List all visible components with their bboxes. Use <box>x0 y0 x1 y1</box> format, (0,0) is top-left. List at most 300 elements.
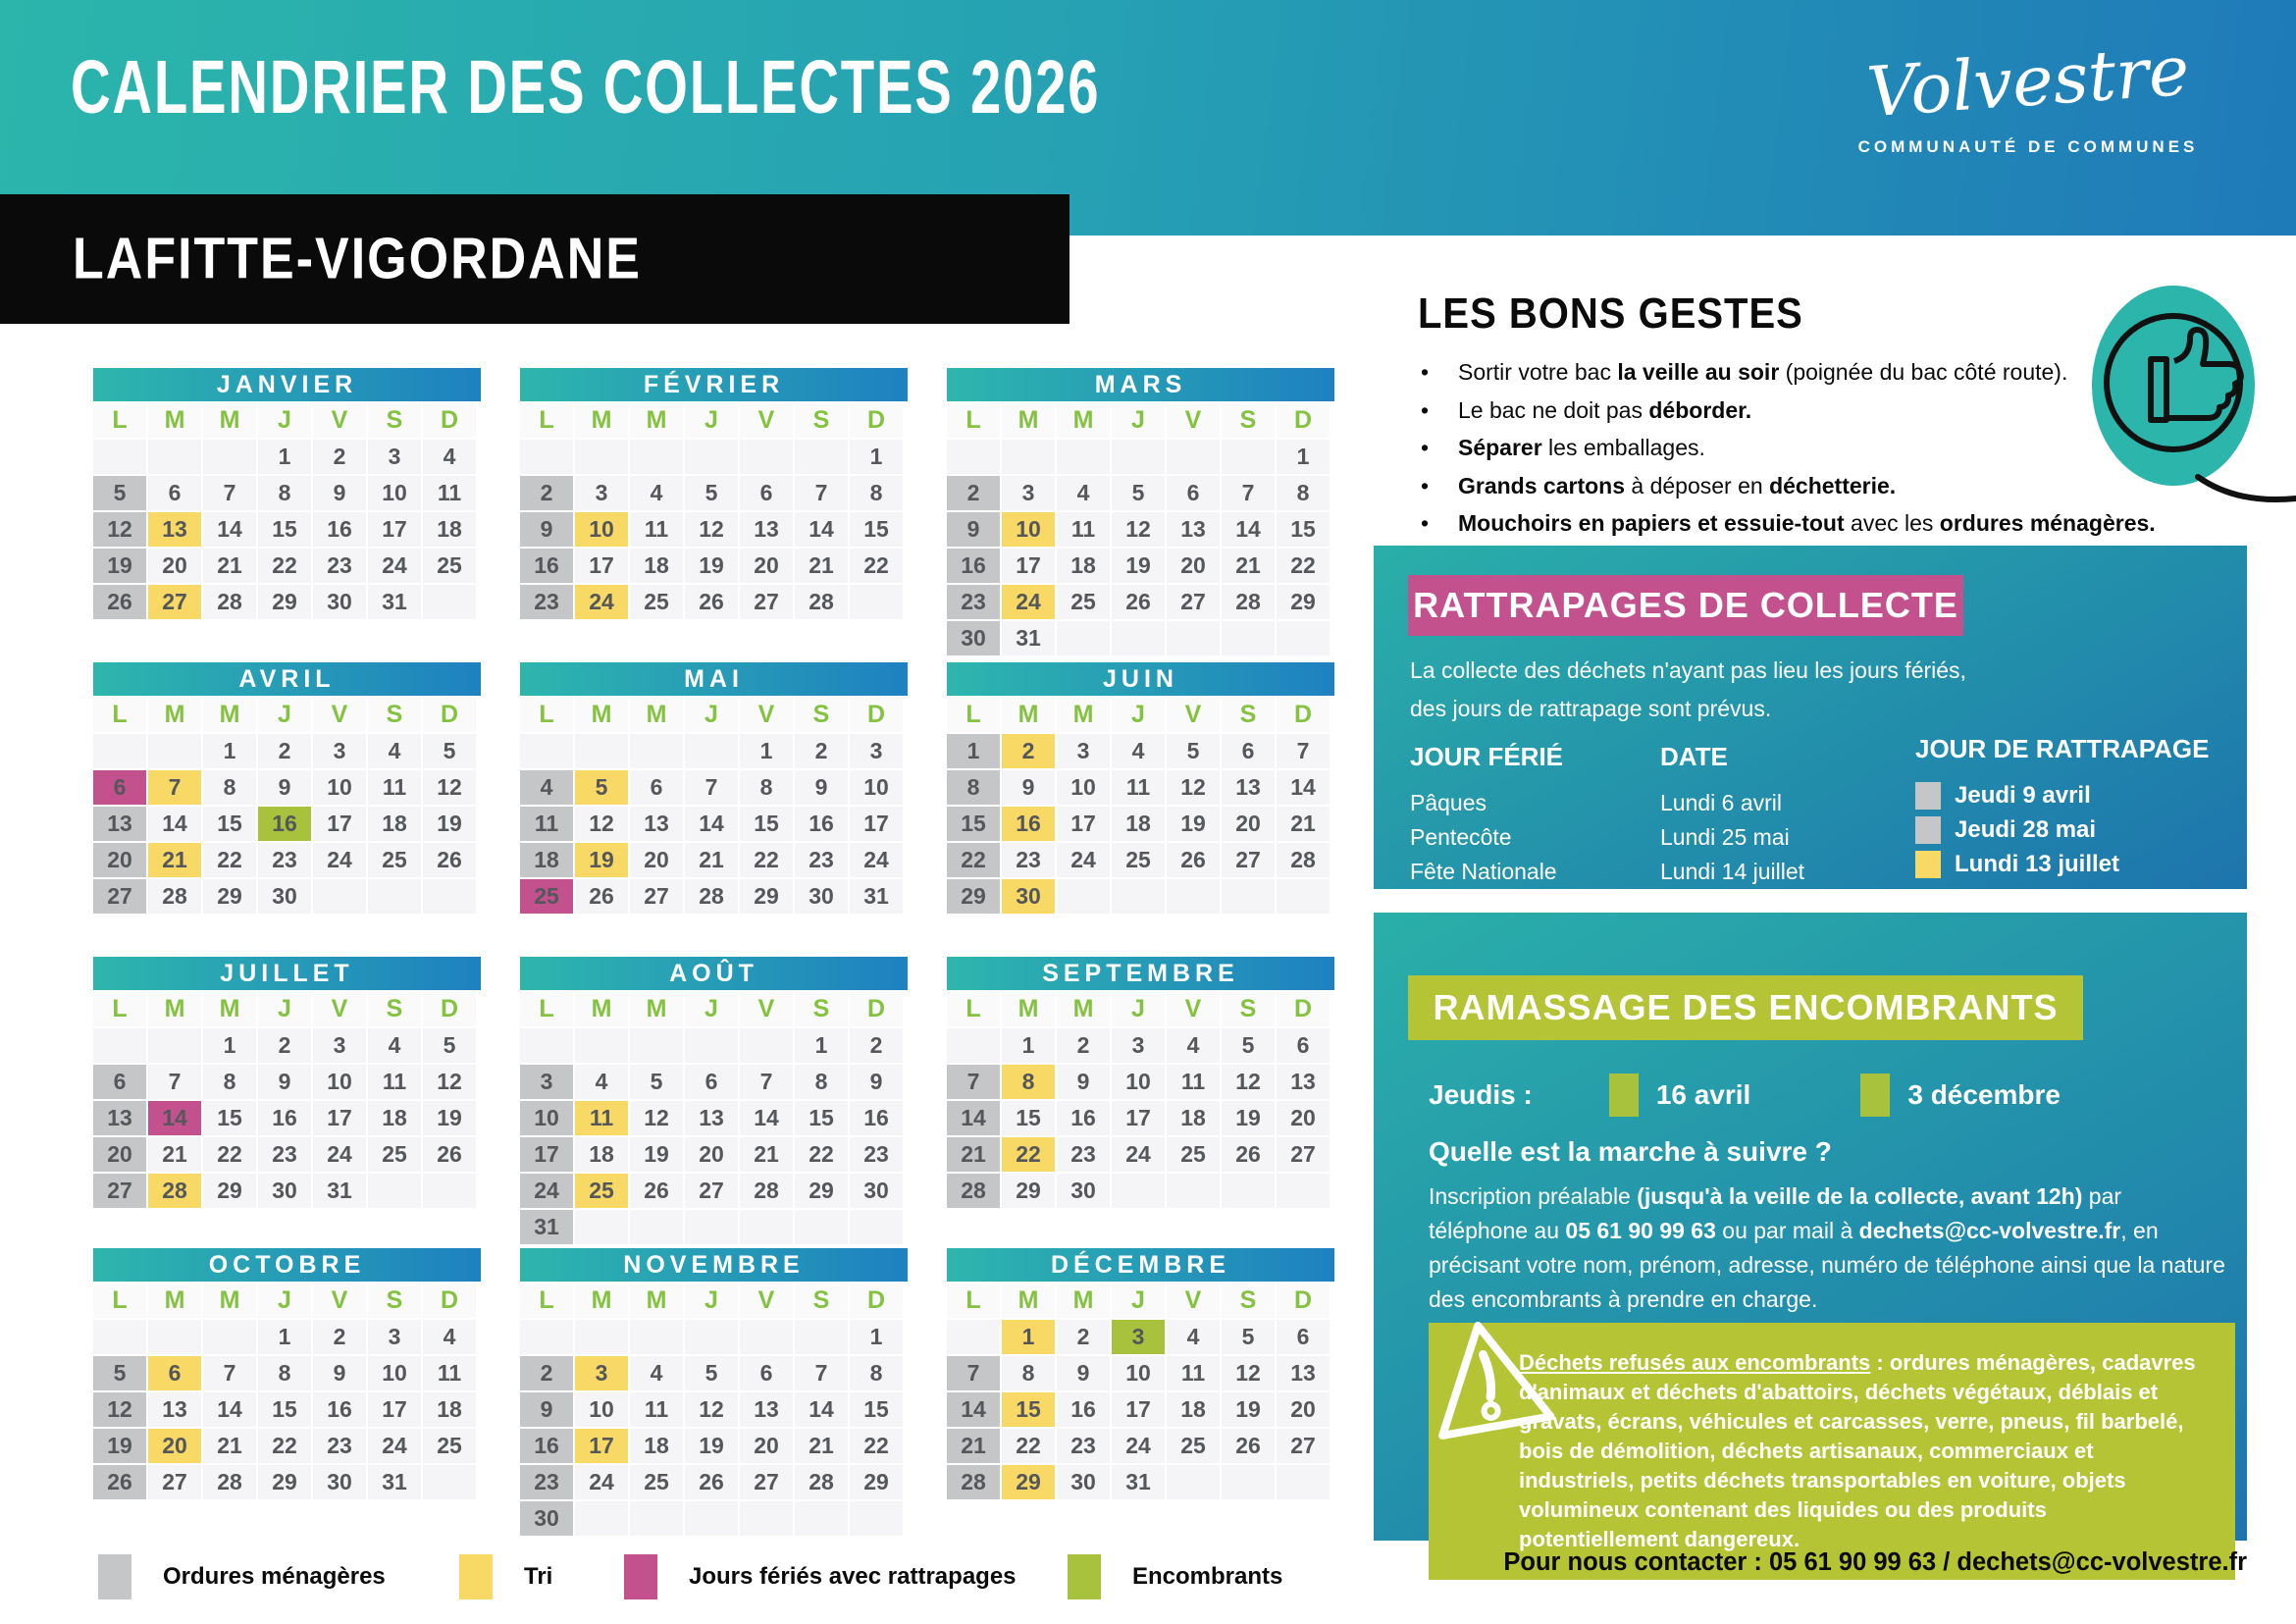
day-cell: 27 <box>1277 1429 1330 1463</box>
rattrapage-row: Jeudi 28 mai <box>1915 812 2210 847</box>
empty-cell <box>1167 440 1220 474</box>
day-cell: 7 <box>203 1356 256 1390</box>
day-cell: 27 <box>740 585 793 619</box>
day-cell: 1 <box>947 734 1000 768</box>
day-cell: 26 <box>630 1174 683 1208</box>
day-cell: 19 <box>1112 549 1165 583</box>
day-cell: 17 <box>1002 549 1055 583</box>
day-cell: 9 <box>795 770 848 805</box>
day-cell: 1 <box>850 440 903 474</box>
day-cell: 15 <box>258 512 311 547</box>
day-cell: 19 <box>93 1429 146 1463</box>
day-cell: 1 <box>258 1320 311 1354</box>
day-cell: 6 <box>1222 734 1275 768</box>
day-cell: 30 <box>520 1501 573 1536</box>
bullet-icon: • <box>1421 510 1430 536</box>
day-cell: 18 <box>1167 1392 1220 1427</box>
empty-cell <box>795 440 848 474</box>
weekday-header: L <box>93 698 146 732</box>
day-cell: 21 <box>1222 549 1275 583</box>
empty-cell <box>630 1028 683 1063</box>
day-cell: 3 <box>1057 734 1110 768</box>
day-cell: 18 <box>1112 807 1165 841</box>
day-cell: 4 <box>630 476 683 510</box>
rattrapages-box <box>1374 546 2247 889</box>
empty-cell <box>203 1320 256 1354</box>
weekday-header: D <box>423 698 476 732</box>
day-cell: 1 <box>740 734 793 768</box>
day-cell: 30 <box>258 879 311 914</box>
day-cell: 27 <box>93 879 146 914</box>
day-cell: 15 <box>1002 1392 1055 1427</box>
day-cell: 10 <box>1002 512 1055 547</box>
weekday-header: V <box>313 992 366 1026</box>
weekday-header: L <box>520 698 573 732</box>
day-cell: 21 <box>148 1137 201 1172</box>
day-cell: 17 <box>313 1101 366 1135</box>
day-cell: 23 <box>947 585 1000 619</box>
month-title: SEPTEMBRE <box>947 957 1334 990</box>
day-cell: 11 <box>1057 512 1110 547</box>
weekday-header: D <box>423 992 476 1026</box>
day-cell: 13 <box>685 1101 738 1135</box>
empty-cell <box>575 734 628 768</box>
day-cell: 19 <box>630 1137 683 1172</box>
day-cell: 9 <box>1057 1356 1110 1390</box>
empty-cell <box>740 1501 793 1536</box>
day-cell: 12 <box>685 1392 738 1427</box>
logo-wordmark: Volvestre <box>1864 29 2192 133</box>
day-cell: 4 <box>575 1065 628 1099</box>
day-cell: 11 <box>368 770 421 805</box>
month-novembre <box>520 1248 908 1536</box>
empty-cell <box>740 1028 793 1063</box>
day-cell: 16 <box>258 1101 311 1135</box>
month-juillet <box>93 957 481 1208</box>
day-cell: 27 <box>685 1174 738 1208</box>
day-cell: 30 <box>1002 879 1055 914</box>
day-cell: 7 <box>947 1356 1000 1390</box>
weekday-header: D <box>1277 698 1330 732</box>
day-cell: 5 <box>685 1356 738 1390</box>
day-cell: 25 <box>368 1137 421 1172</box>
day-cell: 16 <box>850 1101 903 1135</box>
day-cell: 23 <box>520 585 573 619</box>
day-cell: 19 <box>93 549 146 583</box>
empty-cell <box>1112 440 1165 474</box>
legend-item-gray <box>98 1554 386 1599</box>
day-cell: 2 <box>850 1028 903 1063</box>
day-cell: 18 <box>368 807 421 841</box>
bons-gestes-item: • Grands cartons à déposer en déchetterie. <box>1421 467 2216 505</box>
day-cell: 27 <box>1277 1137 1330 1172</box>
empty-cell <box>203 440 256 474</box>
day-cell: 20 <box>93 843 146 877</box>
day-cell: 6 <box>740 476 793 510</box>
weekday-header: J <box>685 403 738 438</box>
day-cell: 3 <box>575 1356 628 1390</box>
weekday-header: V <box>740 1283 793 1318</box>
day-cell: 24 <box>850 843 903 877</box>
day-cell: 22 <box>203 1137 256 1172</box>
day-cell: 3 <box>368 440 421 474</box>
weekday-header: V <box>313 403 366 438</box>
encombrants-procedure: Inscription préalable (jusqu'à la veille de la collecte, avant 12h) par téléphone au 05 61 90 99 63 ou par mail à dechets@cc-volvestre.fr, en précisant votre nom, prénom, adresse, numéro de téléphone ainsi que la nature des encombrants à prendre en charge. <box>1429 1183 2225 1312</box>
day-cell: 27 <box>93 1174 146 1208</box>
day-cell: 22 <box>850 549 903 583</box>
day-cell: 19 <box>1222 1392 1275 1427</box>
month-title: MAI <box>520 662 908 696</box>
weekday-header: M <box>1002 1283 1055 1318</box>
day-cell: 4 <box>1112 734 1165 768</box>
encombrants-box <box>1374 913 2247 1551</box>
day-cell: 8 <box>1002 1065 1055 1099</box>
day-cell: 15 <box>203 1101 256 1135</box>
empty-cell <box>368 1174 421 1208</box>
day-cell: 19 <box>685 549 738 583</box>
weekday-header: S <box>1222 1283 1275 1318</box>
day-cell: 26 <box>93 1465 146 1499</box>
day-cell: 21 <box>148 843 201 877</box>
day-cell: 7 <box>1222 476 1275 510</box>
encombrants-question: Quelle est la marche à suivre ? <box>1429 1136 1832 1167</box>
empty-cell <box>93 734 146 768</box>
weekday-header: J <box>685 698 738 732</box>
day-cell: 12 <box>1112 512 1165 547</box>
color-swatch <box>98 1554 131 1599</box>
day-cell: 31 <box>368 1465 421 1499</box>
weekday-header: M <box>630 992 683 1026</box>
day-cell: 19 <box>423 1101 476 1135</box>
day-cell: 26 <box>1112 585 1165 619</box>
weekday-header: D <box>423 1283 476 1318</box>
weekday-header: M <box>1057 992 1110 1026</box>
day-cell: 8 <box>258 476 311 510</box>
month-février <box>520 368 908 619</box>
day-cell: 16 <box>258 807 311 841</box>
day-cell: 1 <box>1002 1320 1055 1354</box>
day-cell: 20 <box>740 549 793 583</box>
day-cell: 9 <box>520 1392 573 1427</box>
month-septembre <box>947 957 1334 1208</box>
month-title: NOVEMBRE <box>520 1248 908 1282</box>
empty-cell <box>1277 1174 1330 1208</box>
day-cell: 28 <box>795 585 848 619</box>
volvestre-logo <box>1837 27 2219 157</box>
day-cell: 23 <box>795 843 848 877</box>
month-days <box>93 992 481 1208</box>
empty-cell <box>1057 440 1110 474</box>
day-cell: 3 <box>850 734 903 768</box>
day-cell: 3 <box>313 1028 366 1063</box>
empty-cell <box>520 1028 573 1063</box>
day-cell: 17 <box>850 807 903 841</box>
day-cell: 20 <box>630 843 683 877</box>
day-cell: 14 <box>203 512 256 547</box>
weekday-header: S <box>368 992 421 1026</box>
day-cell: 9 <box>313 1356 366 1390</box>
day-cell: 26 <box>423 1137 476 1172</box>
commune-name: LAFITTE-VIGORDANE <box>73 226 642 292</box>
day-cell: 10 <box>575 512 628 547</box>
day-cell: 23 <box>1057 1137 1110 1172</box>
day-cell: 2 <box>258 734 311 768</box>
day-cell: 3 <box>520 1065 573 1099</box>
empty-cell <box>1167 621 1220 655</box>
rattrapage-row: Jeudi 9 avril <box>1915 778 2210 812</box>
empty-cell <box>850 1501 903 1536</box>
day-cell: 28 <box>203 1465 256 1499</box>
day-cell: 15 <box>850 512 903 547</box>
day-cell: 14 <box>795 512 848 547</box>
weekday-header: M <box>630 1283 683 1318</box>
weekday-header: S <box>1222 403 1275 438</box>
empty-cell <box>1112 879 1165 914</box>
day-cell: 11 <box>1167 1356 1220 1390</box>
day-cell: 14 <box>740 1101 793 1135</box>
day-cell: 13 <box>148 512 201 547</box>
day-cell: 28 <box>148 879 201 914</box>
day-cell: 10 <box>368 1356 421 1390</box>
day-cell: 2 <box>1002 734 1055 768</box>
day-cell: 29 <box>258 1465 311 1499</box>
day-cell: 17 <box>520 1137 573 1172</box>
day-cell: 7 <box>148 1065 201 1099</box>
day-cell: 24 <box>313 843 366 877</box>
empty-cell <box>740 440 793 474</box>
day-cell: 15 <box>740 807 793 841</box>
day-cell: 3 <box>1112 1320 1165 1354</box>
day-cell: 4 <box>1057 476 1110 510</box>
weekday-header: S <box>795 403 848 438</box>
day-cell: 17 <box>313 807 366 841</box>
day-cell: 18 <box>630 549 683 583</box>
day-cell: 12 <box>93 1392 146 1427</box>
month-days <box>520 698 908 914</box>
day-cell: 2 <box>313 440 366 474</box>
weekday-header: L <box>93 992 146 1026</box>
weekday-header: V <box>1167 1283 1220 1318</box>
month-janvier <box>93 368 481 619</box>
page-title: CALENDRIER DES COLLECTES 2026 <box>71 44 1101 130</box>
day-cell: 7 <box>740 1065 793 1099</box>
weekday-header: S <box>368 698 421 732</box>
day-cell: 7 <box>947 1065 1000 1099</box>
day-cell: 5 <box>423 1028 476 1063</box>
month-title: AOÛT <box>520 957 908 990</box>
weekday-header: S <box>795 992 848 1026</box>
empty-cell <box>1002 440 1055 474</box>
day-cell: 3 <box>1112 1028 1165 1063</box>
day-cell: 26 <box>423 843 476 877</box>
day-cell: 10 <box>575 1392 628 1427</box>
day-cell: 29 <box>740 879 793 914</box>
day-cell: 28 <box>203 585 256 619</box>
day-cell: 23 <box>1057 1429 1110 1463</box>
day-cell: 17 <box>368 512 421 547</box>
month-title: JUIN <box>947 662 1334 696</box>
day-cell: 26 <box>93 585 146 619</box>
day-cell: 29 <box>1002 1174 1055 1208</box>
bons-gestes-item: • Sortir votre bac la veille au soir (poignée du bac côté route). <box>1421 353 2216 392</box>
day-cell: 28 <box>1277 843 1330 877</box>
weekday-header: L <box>93 403 146 438</box>
rattrapage-row: Pâques <box>1410 790 1487 815</box>
empty-cell <box>850 1210 903 1244</box>
day-cell: 24 <box>1057 843 1110 877</box>
day-cell: 14 <box>947 1101 1000 1135</box>
day-cell: 14 <box>795 1392 848 1427</box>
weekday-header: D <box>850 698 903 732</box>
empty-cell <box>1112 621 1165 655</box>
day-cell: 16 <box>795 807 848 841</box>
empty-cell <box>520 734 573 768</box>
day-cell: 8 <box>203 770 256 805</box>
day-cell: 1 <box>795 1028 848 1063</box>
empty-cell <box>1222 1174 1275 1208</box>
day-cell: 16 <box>520 549 573 583</box>
empty-cell <box>575 1028 628 1063</box>
day-cell: 22 <box>1277 549 1330 583</box>
weekday-header: L <box>947 403 1000 438</box>
day-cell: 25 <box>630 1465 683 1499</box>
weekday-header: D <box>850 403 903 438</box>
month-days <box>520 1283 908 1536</box>
day-cell: 22 <box>258 1429 311 1463</box>
rattrapage-row: Pentecôte <box>1410 824 1512 850</box>
weekday-header: J <box>1112 698 1165 732</box>
day-cell: 24 <box>520 1174 573 1208</box>
day-cell: 22 <box>203 843 256 877</box>
day-cell: 16 <box>313 1392 366 1427</box>
color-swatch <box>1609 1074 1639 1117</box>
month-title: JANVIER <box>93 368 481 401</box>
day-cell: 26 <box>685 585 738 619</box>
weekday-header: M <box>148 1283 201 1318</box>
day-cell: 28 <box>1222 585 1275 619</box>
day-cell: 23 <box>313 549 366 583</box>
month-title: MARS <box>947 368 1334 401</box>
empty-cell <box>1222 1465 1275 1499</box>
day-cell: 19 <box>685 1429 738 1463</box>
day-cell: 24 <box>1112 1137 1165 1172</box>
day-cell: 25 <box>423 1429 476 1463</box>
empty-cell <box>1222 621 1275 655</box>
empty-cell <box>368 879 421 914</box>
day-cell: 13 <box>630 807 683 841</box>
weekday-header: J <box>1112 992 1165 1026</box>
day-cell: 15 <box>850 1392 903 1427</box>
day-cell: 8 <box>1277 476 1330 510</box>
day-cell: 7 <box>203 476 256 510</box>
day-cell: 8 <box>850 476 903 510</box>
day-cell: 24 <box>1002 585 1055 619</box>
day-cell: 5 <box>1112 476 1165 510</box>
day-cell: 30 <box>795 879 848 914</box>
weekday-header: M <box>575 698 628 732</box>
color-swatch <box>1068 1554 1101 1599</box>
empty-cell <box>575 1501 628 1536</box>
day-cell: 15 <box>1002 1101 1055 1135</box>
day-cell: 6 <box>1277 1320 1330 1354</box>
day-cell: 10 <box>313 770 366 805</box>
month-days <box>947 1283 1334 1499</box>
day-cell: 20 <box>93 1137 146 1172</box>
day-cell: 15 <box>947 807 1000 841</box>
empty-cell <box>1277 879 1330 914</box>
bullet-icon: • <box>1421 359 1430 385</box>
weekday-header: M <box>575 403 628 438</box>
weekday-header: M <box>630 403 683 438</box>
day-cell: 22 <box>795 1137 848 1172</box>
day-cell: 23 <box>258 843 311 877</box>
day-cell: 5 <box>1167 734 1220 768</box>
encombrants-date: 16 avril <box>1609 1074 1751 1117</box>
day-cell: 17 <box>575 1429 628 1463</box>
month-days <box>947 992 1334 1208</box>
weekday-header: J <box>1112 403 1165 438</box>
day-cell: 2 <box>1057 1028 1110 1063</box>
weekday-header: J <box>258 403 311 438</box>
month-title: FÉVRIER <box>520 368 908 401</box>
empty-cell <box>1277 1465 1330 1499</box>
empty-cell <box>740 1320 793 1354</box>
day-cell: 7 <box>795 1356 848 1390</box>
day-cell: 4 <box>368 1028 421 1063</box>
day-cell: 14 <box>203 1392 256 1427</box>
empty-cell <box>575 1210 628 1244</box>
weekday-header: J <box>685 992 738 1026</box>
weekday-header: L <box>947 1283 1000 1318</box>
day-cell: 9 <box>850 1065 903 1099</box>
color-swatch <box>624 1554 657 1599</box>
empty-cell <box>630 734 683 768</box>
weekday-header: D <box>423 403 476 438</box>
day-cell: 6 <box>740 1356 793 1390</box>
day-cell: 21 <box>740 1137 793 1172</box>
day-cell: 7 <box>148 770 201 805</box>
warning-icon <box>1415 1307 1562 1464</box>
empty-cell <box>423 1174 476 1208</box>
weekday-header: V <box>740 403 793 438</box>
day-cell: 8 <box>258 1356 311 1390</box>
day-cell: 11 <box>423 1356 476 1390</box>
day-cell: 14 <box>1222 512 1275 547</box>
contact-line: Pour nous contacter : 05 61 90 99 63 / dechets@cc-volvestre.fr <box>1503 1548 2247 1576</box>
bons-gestes-item: • Le bac ne doit pas déborder. <box>1421 392 2216 430</box>
day-cell: 4 <box>1167 1028 1220 1063</box>
weekday-header: M <box>575 992 628 1026</box>
day-cell: 6 <box>685 1065 738 1099</box>
day-cell: 8 <box>1002 1356 1055 1390</box>
day-cell: 18 <box>1167 1101 1220 1135</box>
day-cell: 1 <box>850 1320 903 1354</box>
day-cell: 29 <box>850 1465 903 1499</box>
empty-cell <box>685 440 738 474</box>
day-cell: 5 <box>423 734 476 768</box>
day-cell: 21 <box>947 1137 1000 1172</box>
day-cell: 28 <box>685 879 738 914</box>
day-cell: 23 <box>258 1137 311 1172</box>
day-cell: 2 <box>795 734 848 768</box>
day-cell: 20 <box>1222 807 1275 841</box>
month-mai <box>520 662 908 914</box>
day-cell: 25 <box>1167 1429 1220 1463</box>
bons-gestes-item: • Mouchoirs en papiers et essuie-tout avec les ordures ménagères. <box>1421 504 2216 543</box>
color-swatch <box>1915 851 1941 878</box>
day-cell: 9 <box>258 1065 311 1099</box>
day-cell: 16 <box>313 512 366 547</box>
